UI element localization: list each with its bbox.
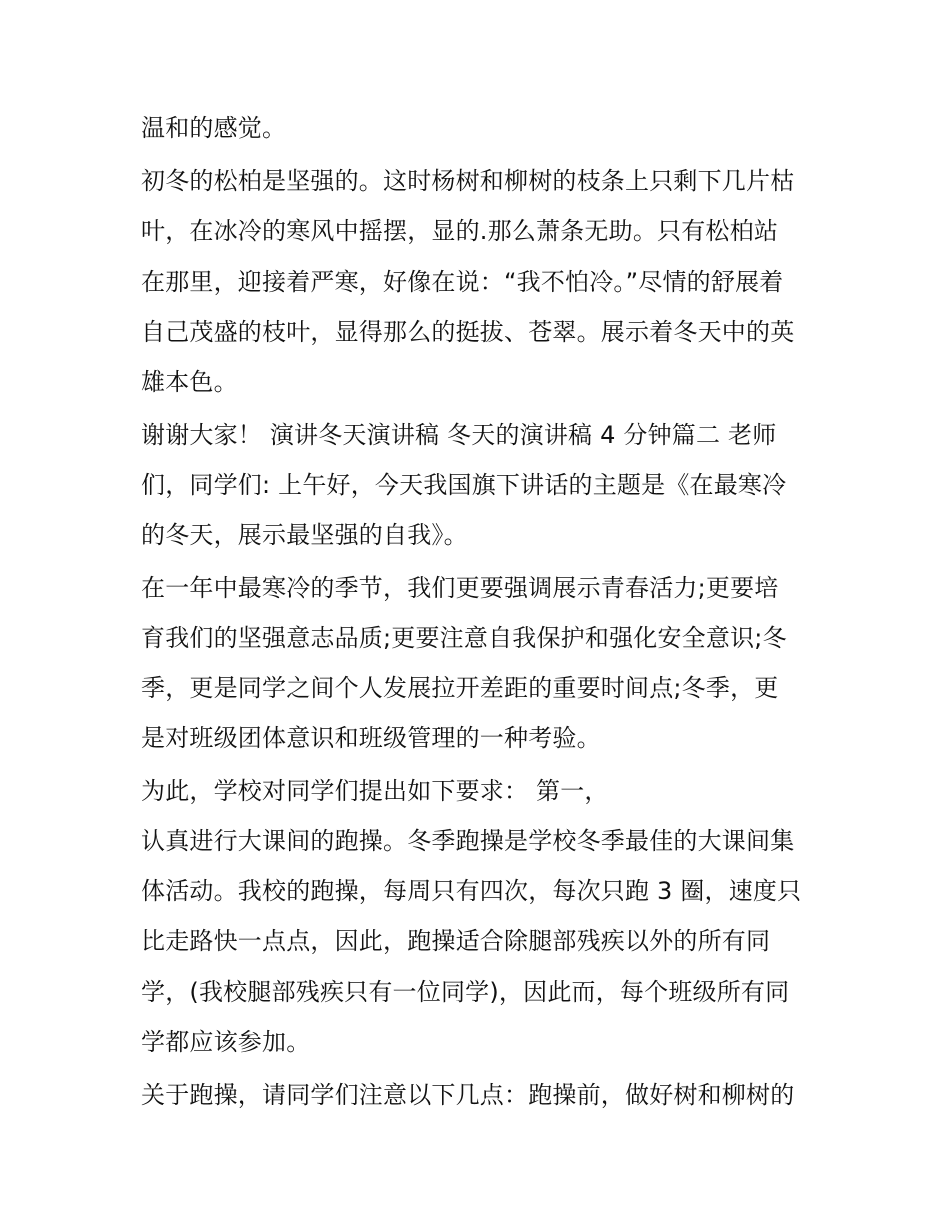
text-line: 在那里，迎接着严寒，好像在说：“我不怕冷。”尽情的舒展着 [141,268,784,296]
text-line: 育我们的坚强意志品质;更要注意自我保护和强化安全意识;冬 [141,624,787,652]
text-line: 比走路快一点点，因此，跑操适合除腿部残疾以外的所有同 [141,927,771,955]
text-line: 的冬天，展示最坚强的自我》。 [141,521,468,549]
text-line: 季，更是同学之间个人发展拉开差距的重要时间点;冬季，更 [141,674,779,702]
text-line: 们，同学们: 上午好，今天我国旗下讲话的主题是《在最寒冷 [141,471,787,499]
text-line: 自己茂盛的枝叶，显得那么的挺拔、苍翠。展示着冬天中的英 [141,318,795,346]
text-line: 认真进行大课间的跑操。冬季跑操是学校冬季最佳的大课间集 [141,827,795,855]
text-line: 雄本色。 [141,368,238,396]
text-line: 为此，学校对同学们提出如下要求： 第一， [141,777,609,805]
text-line: 学，(我校腿部残疾只有一位同学)，因此而，每个班级所有同 [141,978,790,1006]
text-line: 学都应该参加。 [141,1028,311,1056]
text-line: 是对班级团体意识和班级管理的一种考验。 [141,724,601,752]
text-line: 谢谢大家！ 演讲冬天演讲稿 冬天的演讲稿 4 分钟篇二 老师 [141,421,777,449]
text-line: 体活动。我校的跑操，每周只有四次，每次只跑 3 圈，速度只 [141,877,802,905]
text-line: 关于跑操，请同学们注意以下几点：跑操前，做好树和柳树的 [141,1081,795,1109]
text-line: 初冬的松柏是坚强的。这时杨树和柳树的枝条上只剩下几片枯 [141,167,795,195]
text-line: 在一年中最寒冷的季节，我们更要强调展示青春活力;更要培 [141,574,779,602]
text-line: 叶，在冰冷的寒风中摇摆，显的.那么萧条无助。只有松柏站 [141,217,779,245]
text-line: 温和的感觉。 [141,114,287,142]
